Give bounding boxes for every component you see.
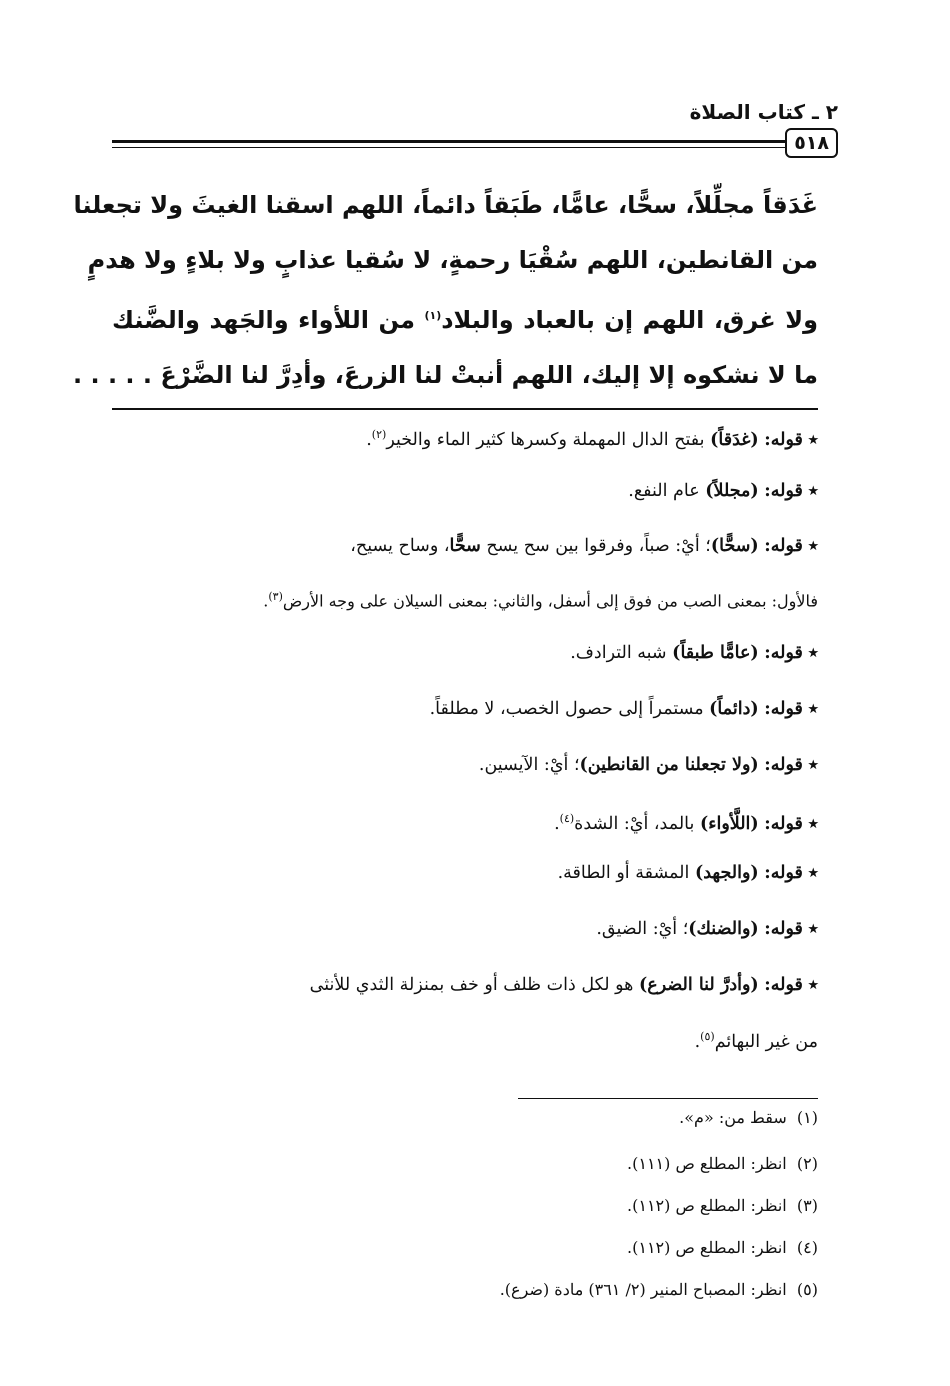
star-icon: ٭ xyxy=(808,536,818,556)
commentary-text: شبه الترادف. xyxy=(570,643,673,663)
commentary-text: بالمد، أيْ: الشدة xyxy=(574,813,700,834)
commentary-tail: . xyxy=(263,591,269,611)
commentary-label: قوله: xyxy=(764,536,803,556)
commentary-quote: (مجللاً) xyxy=(705,481,759,501)
commentary-label: قوله: xyxy=(764,919,803,939)
commentary-text: عام النفع. xyxy=(628,481,706,501)
commentary-label: قوله: xyxy=(764,755,803,775)
footnote-marker: (١) xyxy=(424,309,442,322)
footnote-number: (٥) xyxy=(796,1280,818,1299)
footnote-text: انظر: المطلع ص (١١٢). xyxy=(627,1196,787,1215)
footnote-number: (١) xyxy=(796,1108,818,1127)
star-icon: ٭ xyxy=(808,755,818,775)
main-line: ما لا نشكوه إلا إليك، اللهم أنبتْ لنا الزرعَ، وأدِرَّ لنا الضَّرْعَ . . . . . xyxy=(73,361,818,389)
commentary-item xyxy=(112,696,818,722)
footnote-marker: (٥) xyxy=(700,1030,715,1043)
commentary-label: قوله: xyxy=(764,481,803,501)
star-icon: ٭ xyxy=(808,813,818,834)
header-rule-thick xyxy=(112,140,818,143)
commentary-label: قوله: xyxy=(764,699,803,719)
running-title: ٢ ـ كتاب الصلاة xyxy=(689,100,838,124)
footnote-number: (٣) xyxy=(796,1196,818,1215)
commentary-item xyxy=(112,422,818,453)
footnote-text: سقط من: «م». xyxy=(679,1108,787,1127)
commentary-tail: . xyxy=(554,813,560,834)
commentary-quote: (والجهد) xyxy=(694,863,759,883)
commentary-text: المشقة أو الطاقة. xyxy=(557,863,695,883)
commentary-label: قوله: xyxy=(764,813,803,834)
page-number: ٥١٨ xyxy=(785,128,838,158)
commentary-item xyxy=(112,860,818,886)
commentary-quote: (اللَّأواء) xyxy=(699,813,759,834)
commentary-quote: (سحًّا) xyxy=(710,536,759,556)
footnote xyxy=(627,1238,818,1257)
star-icon: ٭ xyxy=(808,919,818,939)
commentary-quote: (غدَقاً) xyxy=(710,429,759,450)
commentary-quote: سحًّا xyxy=(449,536,481,556)
star-icon: ٭ xyxy=(808,699,818,719)
commentary-text: هو لكل ذات ظلف أو خف بمنزلة الثدي للأنثى xyxy=(309,975,639,995)
commentary-label: قوله: xyxy=(764,643,803,663)
main-line-text: من اللأواء والجَهد والضَّنك xyxy=(112,306,425,334)
commentary-quote: (عامًّا طبقاً) xyxy=(672,643,759,663)
commentary-text: فالأول: بمعنى الصب من فوق إلى أسفل، والثاني: بمعنى السيلان على وجه الأرض xyxy=(282,591,818,611)
commentary-quote: (وأدرَّ لنا الضرع) xyxy=(638,975,759,995)
main-line: غَدَقاً مجلِّلاً، سحًّا، عامًّا، طَبَقاً دائماً، اللهم اسقنا الغيثَ ولا تجعلنا xyxy=(73,191,818,219)
commentary-item xyxy=(112,584,818,614)
commentary-tail: . xyxy=(694,1031,701,1052)
footnote-text: انظر: المطلع ص (١١٢). xyxy=(627,1238,787,1257)
commentary-item xyxy=(112,478,818,504)
commentary-quote: (دائماً) xyxy=(709,699,759,719)
header-rule-thin xyxy=(112,147,818,148)
footnote-marker: (٣) xyxy=(268,590,283,603)
commentary-text: ؛ أيْ: صباً، وفرقوا بين سح يسح xyxy=(480,536,711,556)
commentary-quote: (ولا تجعلنا من القانطين) xyxy=(579,755,759,775)
footnote-text: انظر: المطلع ص (١١١). xyxy=(627,1154,787,1173)
footnote xyxy=(679,1108,818,1127)
commentary-quote: (والضنك) xyxy=(688,919,759,939)
commentary-label: قوله: xyxy=(764,863,803,883)
commentary-label: قوله: xyxy=(764,975,803,995)
commentary-item xyxy=(112,806,818,837)
main-line xyxy=(112,288,818,348)
star-icon: ٭ xyxy=(808,429,818,450)
footnote-number: (٤) xyxy=(796,1238,818,1257)
footnote-marker: (٤) xyxy=(559,812,575,825)
star-icon: ٭ xyxy=(808,643,818,663)
footnote-rule xyxy=(518,1098,818,1099)
commentary-item xyxy=(112,533,818,559)
main-line-text: ولا غرق، اللهم إن بالعباد والبلاد xyxy=(441,306,818,334)
text-separator-rule xyxy=(112,408,818,410)
commentary-item xyxy=(112,752,818,778)
commentary-text: مستمراً إلى حصول الخصب، لا مطلقاً. xyxy=(429,699,710,719)
commentary-label: قوله: xyxy=(764,429,803,450)
star-icon: ٭ xyxy=(808,481,818,501)
commentary-tail: . xyxy=(366,429,372,450)
star-icon: ٭ xyxy=(808,975,818,995)
footnote-number: (٢) xyxy=(796,1154,818,1173)
commentary-text: ؛ أيْ: الآيسين. xyxy=(478,755,580,775)
footnote-marker: (٢) xyxy=(371,428,387,441)
commentary-item xyxy=(112,640,818,666)
commentary-item xyxy=(112,916,818,942)
main-line: من القانطين، اللهم سُقْيَا رحمةٍ، لا سُقيا عذابٍ ولا بلاءٍ ولا هدمٍ xyxy=(87,246,818,274)
commentary-text: بفتح الدال المهملة وكسرها كثير الماء والخير xyxy=(386,429,711,450)
commentary-item xyxy=(112,1024,818,1055)
footnote xyxy=(500,1280,818,1299)
commentary-text: من غير البهائم xyxy=(714,1031,818,1052)
main-text xyxy=(73,178,818,403)
commentary-text: ؛ أيْ: الضيق. xyxy=(596,919,689,939)
commentary-item xyxy=(112,972,818,998)
commentary-text: ، وساح يسيح، xyxy=(350,536,450,556)
star-icon: ٭ xyxy=(808,863,818,883)
footnote xyxy=(627,1154,818,1173)
footnote-text: انظر: المصباح المنير (٢/ ٣٦١) مادة (ضرع). xyxy=(499,1280,787,1299)
footnote xyxy=(627,1196,818,1215)
